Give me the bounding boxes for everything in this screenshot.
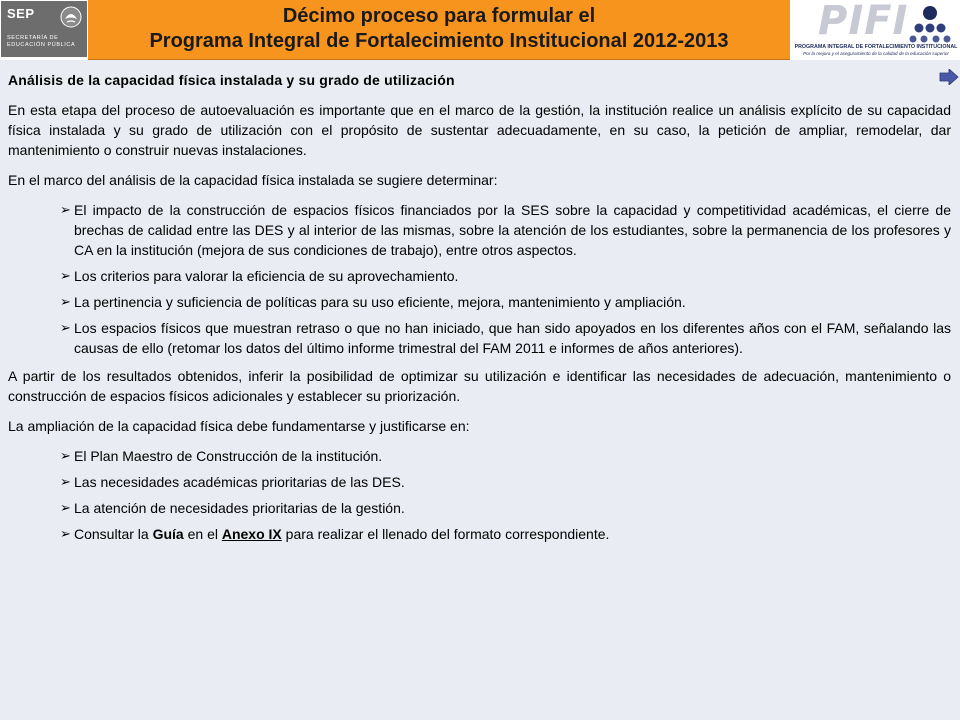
list-item-text: Los espacios físicos que muestran retraso o que no han iniciado, que han sido apoyados en los diferentes años con el FAM, señalando las causas de ello (retomar los datos del último informe trimestral del FAM 2011 e informes de años anteriores). bbox=[74, 320, 951, 356]
pifi-caption: PROGRAMA INTEGRAL DE FORTALECIMIENTO INSTITUCIONAL bbox=[794, 44, 958, 50]
list-item-text: La atención de necesidades prioritarias de la gestión. bbox=[74, 500, 405, 516]
section-heading: Análisis de la capacidad física instalada y su grado de utilización bbox=[8, 72, 455, 88]
pifi-logo-text: PIFI bbox=[818, 0, 909, 44]
pifi-logo bbox=[792, 0, 960, 60]
determine-intro: En el marco del análisis de la capacidad física instalada se sugiere determinar: bbox=[8, 172, 498, 188]
anexo-ix-link[interactable]: Anexo IX bbox=[221, 526, 282, 542]
sep-subtitle: SECRETARÍA DE EDUCACIÓN PÚBLICA bbox=[7, 35, 76, 48]
list-item bbox=[8, 318, 951, 358]
mexico-eagle-icon bbox=[59, 5, 83, 29]
list-item bbox=[8, 266, 951, 286]
list-item bbox=[8, 200, 951, 260]
list-item-text: El impacto de la construcción de espacios físicos financiados por la SES sobre la capacidad y competitividad académicas, el cierre de brechas de calidad entre las DES y al interior de las mismas, sobre la atención de los estudiantes, sobre la permanencia de los profesores y CA en la institución (mejora de sus condiciones de trabajo), entre otros aspectos. bbox=[74, 202, 951, 258]
justify-intro: La ampliación de la capacidad física debe fundamentarse y justificarse en: bbox=[8, 418, 470, 434]
bullet-arrow-icon: ➢ bbox=[60, 320, 71, 335]
bullet-arrow-icon: ➢ bbox=[60, 526, 71, 541]
title-line-2: Programa Integral de Fortalecimiento Institucional 2012-2013 bbox=[149, 30, 729, 52]
bullet-arrow-icon: ➢ bbox=[60, 202, 71, 217]
sep-logo-text: SEP bbox=[7, 6, 35, 21]
list-item-text: Las necesidades académicas prioritarias de las DES. bbox=[74, 474, 405, 490]
bullet-arrow-icon: ➢ bbox=[60, 474, 71, 489]
list-item-suffix: para realizar el llenado del formato correspondiente. bbox=[281, 526, 610, 542]
list-item bbox=[8, 472, 951, 492]
guia-label: Guía bbox=[152, 526, 184, 542]
determine-list bbox=[8, 200, 951, 358]
results-paragraph: A partir de los resultados obtenidos, inferir la posibilidad de optimizar su utilización e identificar las necesidades de adecuación, mantenimiento o construcción de espacios físicos adicionales y establecer su priorización. bbox=[8, 368, 951, 404]
bullet-arrow-icon: ➢ bbox=[60, 500, 71, 515]
title-line-1: Décimo proceso para formular el bbox=[282, 5, 596, 27]
main-content bbox=[8, 68, 951, 552]
list-item bbox=[8, 524, 951, 544]
justify-list bbox=[8, 446, 951, 544]
list-item-text: Los criterios para valorar la eficiencia de su aprovechamiento. bbox=[74, 268, 459, 284]
list-item-text: La pertinencia y suficiencia de políticas para su uso eficiente, mejora, mantenimiento y ampliación. bbox=[74, 294, 686, 310]
list-item-middle: en el bbox=[183, 526, 222, 542]
list-item bbox=[8, 292, 951, 312]
bullet-arrow-icon: ➢ bbox=[60, 294, 71, 309]
list-item bbox=[8, 446, 951, 466]
pifi-tagline: Por la mejora y el aseguramiento de la calidad de la educación superior bbox=[803, 51, 949, 56]
list-item bbox=[8, 498, 951, 518]
title-banner bbox=[88, 0, 790, 60]
bullet-arrow-icon: ➢ bbox=[60, 268, 71, 283]
intro-paragraph: En esta etapa del proceso de autoevaluación es importante que en el marco de la gestión, la institución realice un análisis explícito de su capacidad física instalada y su grado de utilización con el propósito de sustentar adecuadamente, en su caso, la petición de ampliar, remodelar, dar mantenimiento o construir nuevas instalaciones. bbox=[8, 102, 951, 158]
sep-logo bbox=[0, 0, 88, 58]
header-bar bbox=[0, 0, 960, 60]
list-item-text: El Plan Maestro de Construcción de la institución. bbox=[74, 448, 383, 464]
pifi-dots-icon bbox=[904, 4, 956, 44]
list-item-prefix: Consultar la bbox=[74, 526, 153, 542]
bullet-arrow-icon: ➢ bbox=[60, 448, 71, 463]
